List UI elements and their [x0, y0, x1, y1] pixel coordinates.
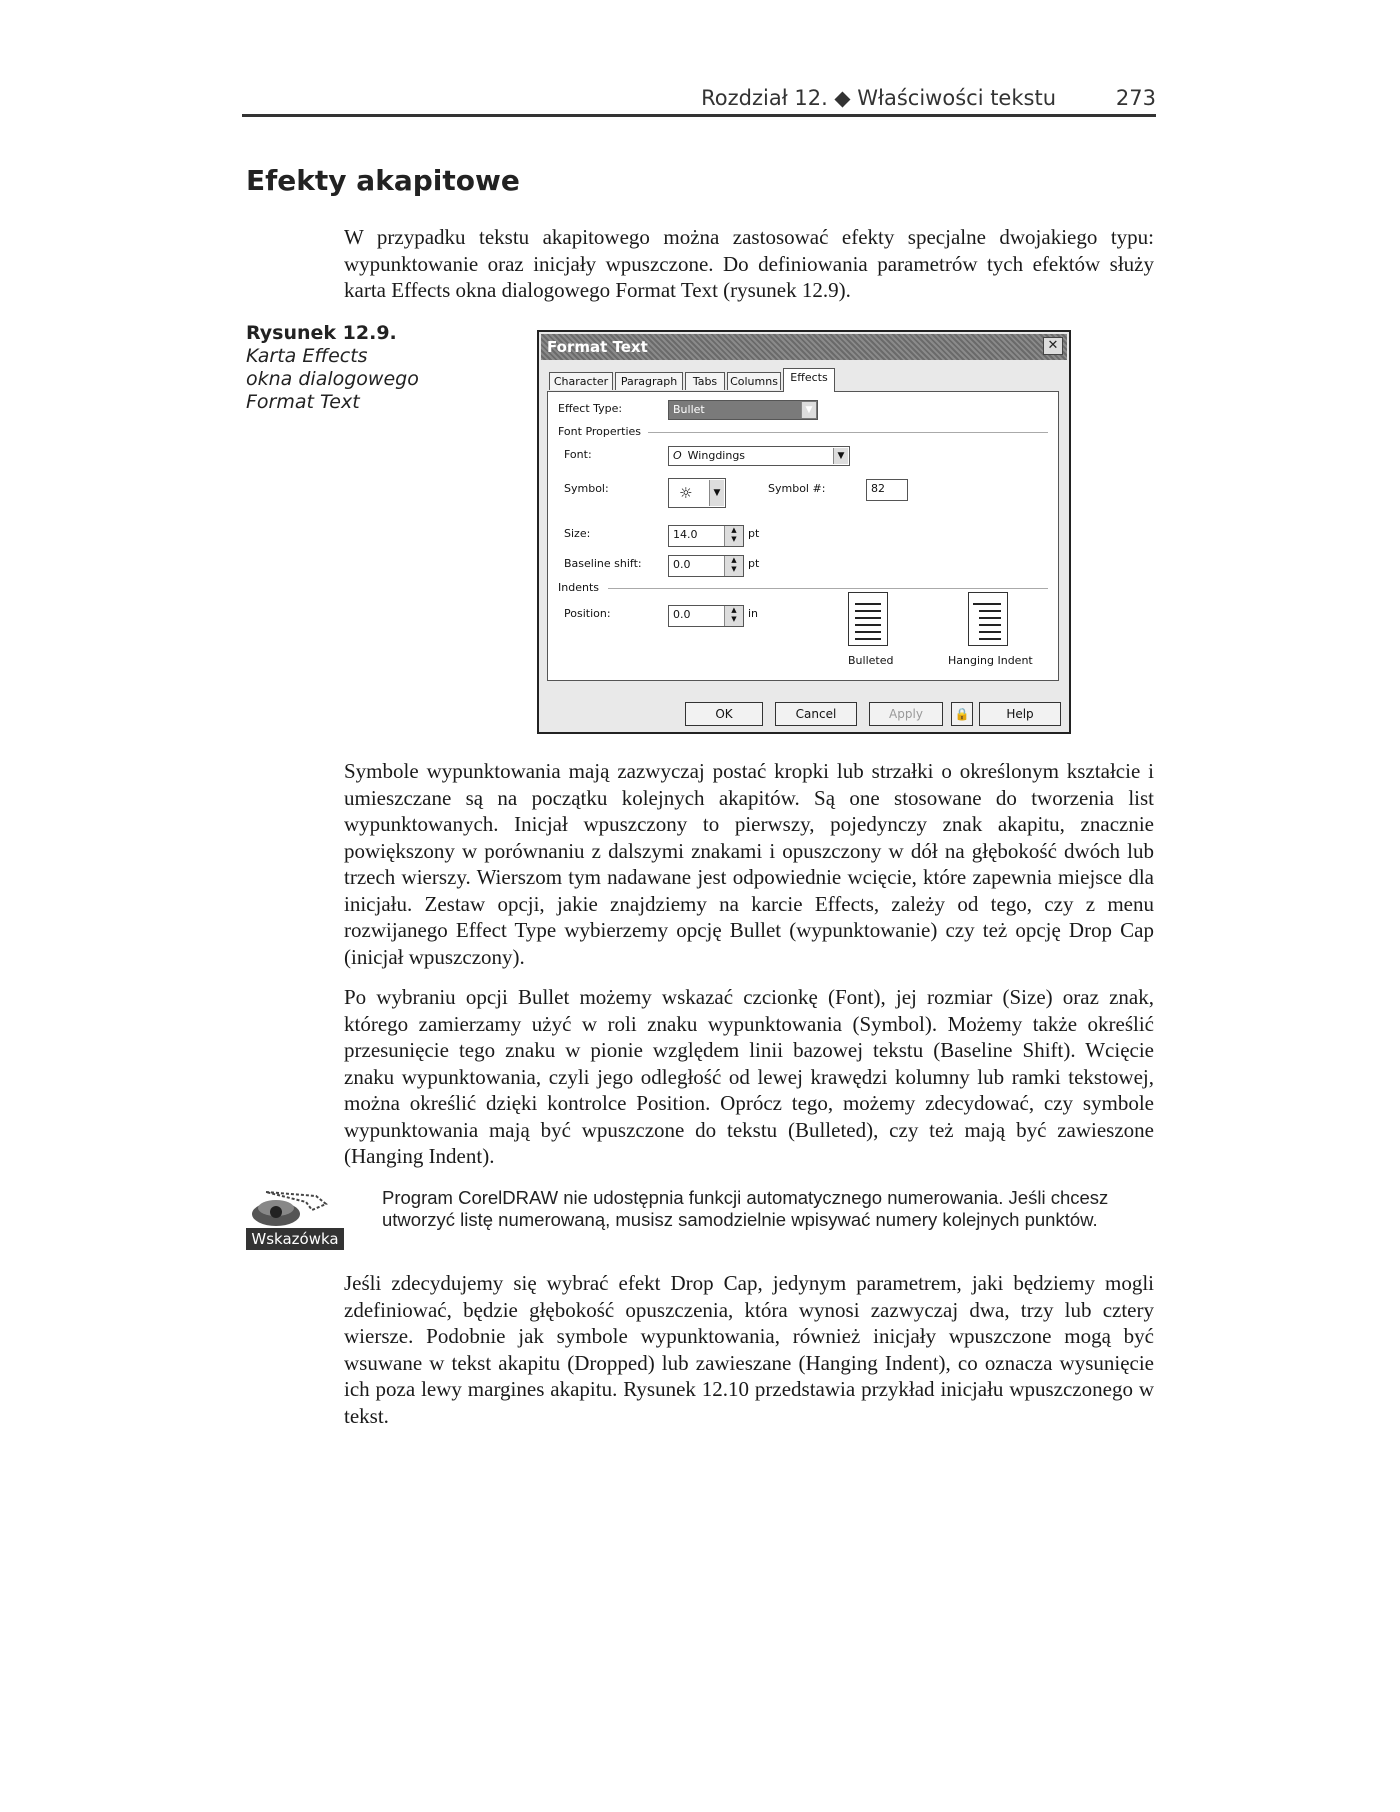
tab-columns[interactable]: Columns: [727, 372, 781, 390]
paragraph-text: Po wybraniu opcji Bullet możemy wskazać czcionkę (Font), jej rozmiar (Size) oraz znak, którego zamierzamy użyć w roli znaku wypunktowania (Symbol). Możemy także określić przesunięcie tego znaku w pionie względem linii bazowej tekstu (Baseline Shift). Wcięcie znaku wypunktowania, czyli jego odległość od lewej krawędzi kolumny lub ramki tekstowej, można określić dzięki kontrolce Position. Oprócz tego, możemy zdecydować, czy symbole wypunktowania mają być wpuszczone do tekstu (Bulleted), czy też mają być zawieszone (Hanging Indent).: [344, 985, 1154, 1168]
baseline-shift-field[interactable]: [668, 555, 744, 577]
separator: [648, 432, 1048, 433]
baseline-shift-value: 0.0: [673, 558, 691, 571]
position-value: 0.0: [673, 608, 691, 621]
spinner-icon[interactable]: ▲ ▼: [724, 606, 743, 626]
tab-effects[interactable]: Effects: [783, 368, 835, 392]
dialog-titlebar: [541, 334, 1067, 360]
size-value: 14.0: [673, 528, 698, 541]
chevron-down-icon: ▼: [833, 448, 848, 464]
figure-caption-line: Karta Effects: [246, 345, 368, 367]
symbol-number-label: Symbol #:: [768, 482, 826, 495]
font-value: Wingdings: [687, 449, 746, 462]
intro-paragraph-text: W przypadku tekstu akapitowego można zastosować efekty specjalne dwojakiego typu: wypunktowanie oraz inicjały wpuszczone. Do definiowania parametrów tych efektów służy karta Effects okna dialogowego Format Text (rysunek 12.9).: [344, 225, 1154, 302]
symbol-label: Symbol:: [564, 482, 609, 495]
size-label: Size:: [564, 527, 591, 540]
dialog-title: Format Text: [547, 338, 648, 356]
spinner-icon[interactable]: ▲ ▼: [724, 556, 743, 576]
body-paragraph-3: [344, 984, 1154, 1170]
baseline-shift-unit: pt: [748, 557, 760, 570]
tip-label: Wskazówka: [246, 1228, 344, 1250]
effect-type-select[interactable]: [668, 400, 818, 420]
tab-character[interactable]: Character: [549, 372, 613, 390]
intro-paragraph: [344, 224, 1154, 304]
position-unit: in: [748, 607, 759, 620]
chevron-down-icon: ▼: [801, 402, 816, 418]
bulleted-icon[interactable]: [848, 592, 888, 646]
separator: [608, 588, 1048, 589]
tab-paragraph[interactable]: Paragraph: [615, 372, 683, 390]
symbol-number-field[interactable]: 82: [866, 479, 908, 501]
chevron-down-icon: ▼: [709, 480, 724, 506]
size-field[interactable]: [668, 525, 744, 547]
figure-caption-line: okna dialogowego: [246, 368, 419, 390]
hanging-indent-icon[interactable]: [968, 592, 1008, 646]
lock-icon[interactable]: 🔒: [951, 702, 973, 726]
tab-tabs[interactable]: Tabs: [685, 372, 725, 390]
font-properties-label: Font Properties: [558, 425, 642, 438]
help-button[interactable]: Help: [979, 702, 1061, 726]
chapter-title: Rozdział 12. ◆ Właściwości tekstu: [701, 86, 1056, 110]
body-paragraph-2: [344, 758, 1154, 970]
figure-caption: [246, 322, 446, 414]
effect-type-value: Bullet: [673, 403, 705, 416]
effect-type-label: Effect Type:: [558, 402, 623, 415]
font-type-icon: O: [673, 449, 682, 462]
paragraph-text: Jeśli zdecydujemy się wybrać efekt Drop Cap, jedynym parametrem, jaki będziemy mogli zdefiniować, będzie głębokość opuszczenia, która wynosi zazwyczaj dwa, trzy lub cztery wiersze. Podobnie jak symbole wypunktowania, również inicjały wpuszczone mogą być wsuwane w tekst akapitu (Dropped) lub zawieszane (Hanging Indent), co oznacza wysunięcie ich poza lewy margines akapitu. Rysunek 12.10 przedstawia przykład inicjału wpuszczonego w tekst.: [344, 1271, 1154, 1428]
hanging-indent-label: Hanging Indent: [948, 654, 1033, 667]
figure-number: Rysunek 12.9.: [246, 322, 397, 344]
indents-label: Indents: [558, 581, 599, 594]
baseline-shift-label: Baseline shift:: [564, 557, 642, 570]
sun-icon: ☼: [679, 484, 693, 502]
section-title: Efekty akapitowe: [246, 164, 520, 197]
apply-button[interactable]: Apply: [869, 702, 943, 726]
paragraph-text: Symbole wypunktowania mają zazwyczaj postać kropki lub strzałki o określonym kształcie i umieszczane są na początku kolejnych akapitów. Są one stosowane do tworzenia list wypunktowanych. Inicjał wpuszczony to pierwszy, pojedynczy znak akapitu, znacznie powiększony w porównaniu z dalszymi znakami i opuszczony w dół na głębokość dwóch lub trzech wierszy. Wierszom tym nadawane jest odpowiednie wcięcie, które zapewnia miejsce dla inicjału. Zestaw opcji, jakie znajdziemy na karcie Effects, zależy od tego, czy z menu rozwijanego Effect Type wybierzemy opcję Bullet (wypunktowanie) czy też opcję Drop Cap (inicjał wpuszczony).: [344, 759, 1154, 969]
spinner-icon[interactable]: ▲ ▼: [724, 526, 743, 546]
ok-button[interactable]: OK: [685, 702, 763, 726]
tip-text: Program CorelDRAW nie udostępnia funkcji automatycznego numerowania. Jeśli chcesz utworzyć listę numerowaną, musisz samodzielnie wpisywać numery kolejnych punktów.: [382, 1187, 1109, 1230]
header-rule: [242, 114, 1156, 117]
position-label: Position:: [564, 607, 611, 620]
format-text-dialog: [537, 330, 1071, 734]
size-unit: pt: [748, 527, 760, 540]
font-select[interactable]: [668, 446, 850, 466]
body-paragraph-4: [344, 1270, 1154, 1429]
symbol-picker[interactable]: [668, 478, 726, 508]
running-header: [242, 86, 1156, 116]
cancel-button[interactable]: Cancel: [775, 702, 857, 726]
close-icon[interactable]: ✕: [1043, 337, 1063, 355]
tip-icon: [246, 1186, 344, 1250]
lightbulb-icon: [246, 1186, 344, 1230]
bulleted-label: Bulleted: [848, 654, 894, 667]
font-label: Font:: [564, 448, 592, 461]
position-field[interactable]: [668, 605, 744, 627]
effects-panel: [547, 391, 1059, 681]
page-number: 273: [1115, 86, 1156, 110]
figure-caption-line: Format Text: [246, 391, 360, 413]
